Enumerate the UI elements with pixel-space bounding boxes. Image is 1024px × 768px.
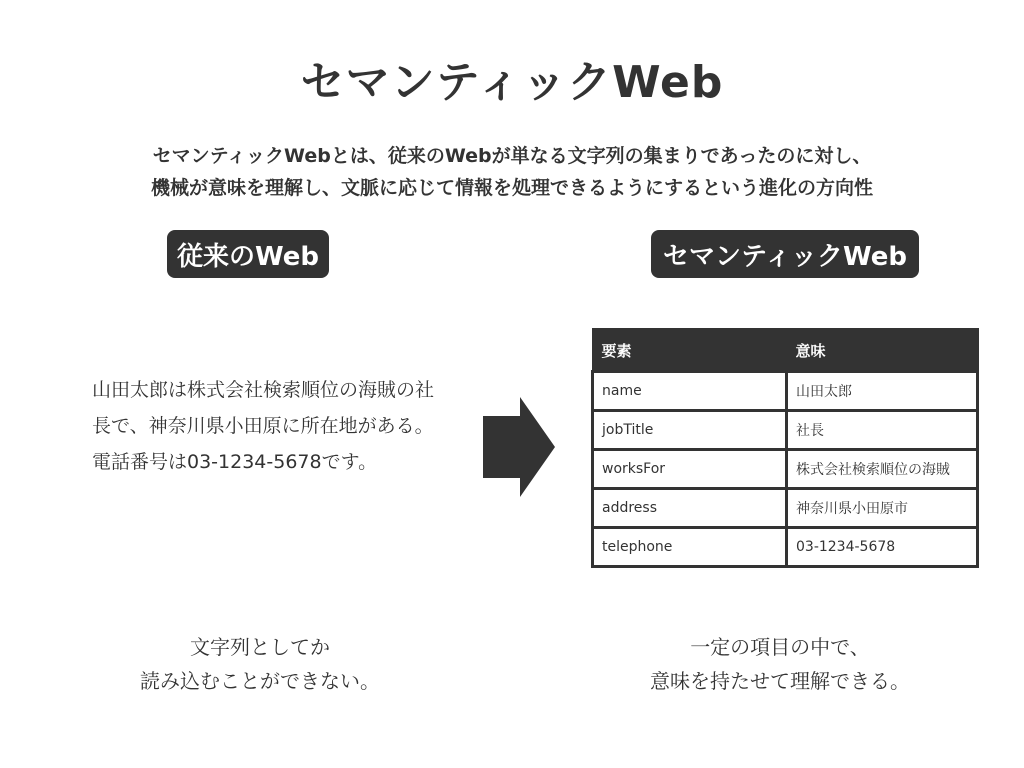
table-cell-key: address (593, 489, 787, 528)
table-cell-value: 社長 (787, 411, 978, 450)
table-row (593, 489, 978, 528)
semantic-web-caption (600, 630, 960, 698)
caption-line: 一定の項目の中で、 (690, 635, 870, 659)
table-cell-key: worksFor (593, 450, 787, 489)
intro-line-2: 機械が意味を理解し、文脈に応じて情報を処理できるようにするという進化の方向性 (150, 177, 873, 199)
table-row (593, 411, 978, 450)
caption-line: 意味を持たせて理解できる。 (650, 669, 910, 693)
traditional-web-label: 従来のWeb (167, 230, 329, 278)
intro-text (60, 140, 964, 204)
table-row (593, 372, 978, 411)
traditional-web-caption (100, 630, 420, 698)
table-cell-value: 03-1234-5678 (787, 528, 978, 567)
page-title: セマンティックWeb (300, 57, 724, 108)
table-row (593, 528, 978, 567)
table-cell-value: 神奈川県小田原市 (787, 489, 978, 528)
table-cell-key: name (593, 372, 787, 411)
table-header-meaning: 意味 (787, 329, 978, 372)
table-cell-value: 株式会社検索順位の海賊 (787, 450, 978, 489)
caption-line: 読み込むことができない。 (140, 669, 380, 693)
table-header-row (593, 329, 978, 372)
intro-line-1: セマンティックWebとは、従来のWebが単なる文字列の集まりであったのに対し、 (152, 145, 872, 167)
table-cell-key: telephone (593, 528, 787, 567)
plain-text-example: 山田太郎は株式会社検索順位の海賊の社長で、神奈川県小田原に所在地がある。電話番号は03-1234-5678です。 (92, 379, 435, 473)
right-arrow-icon (483, 397, 555, 497)
table-header-element: 要素 (593, 329, 787, 372)
table-cell-key: jobTitle (593, 411, 787, 450)
table-row (593, 450, 978, 489)
table-cell-value: 山田太郎 (787, 372, 978, 411)
semantic-web-label: セマンティックWeb (651, 230, 919, 278)
caption-line: 文字列としてか (190, 635, 330, 659)
meaning-table (591, 328, 979, 568)
